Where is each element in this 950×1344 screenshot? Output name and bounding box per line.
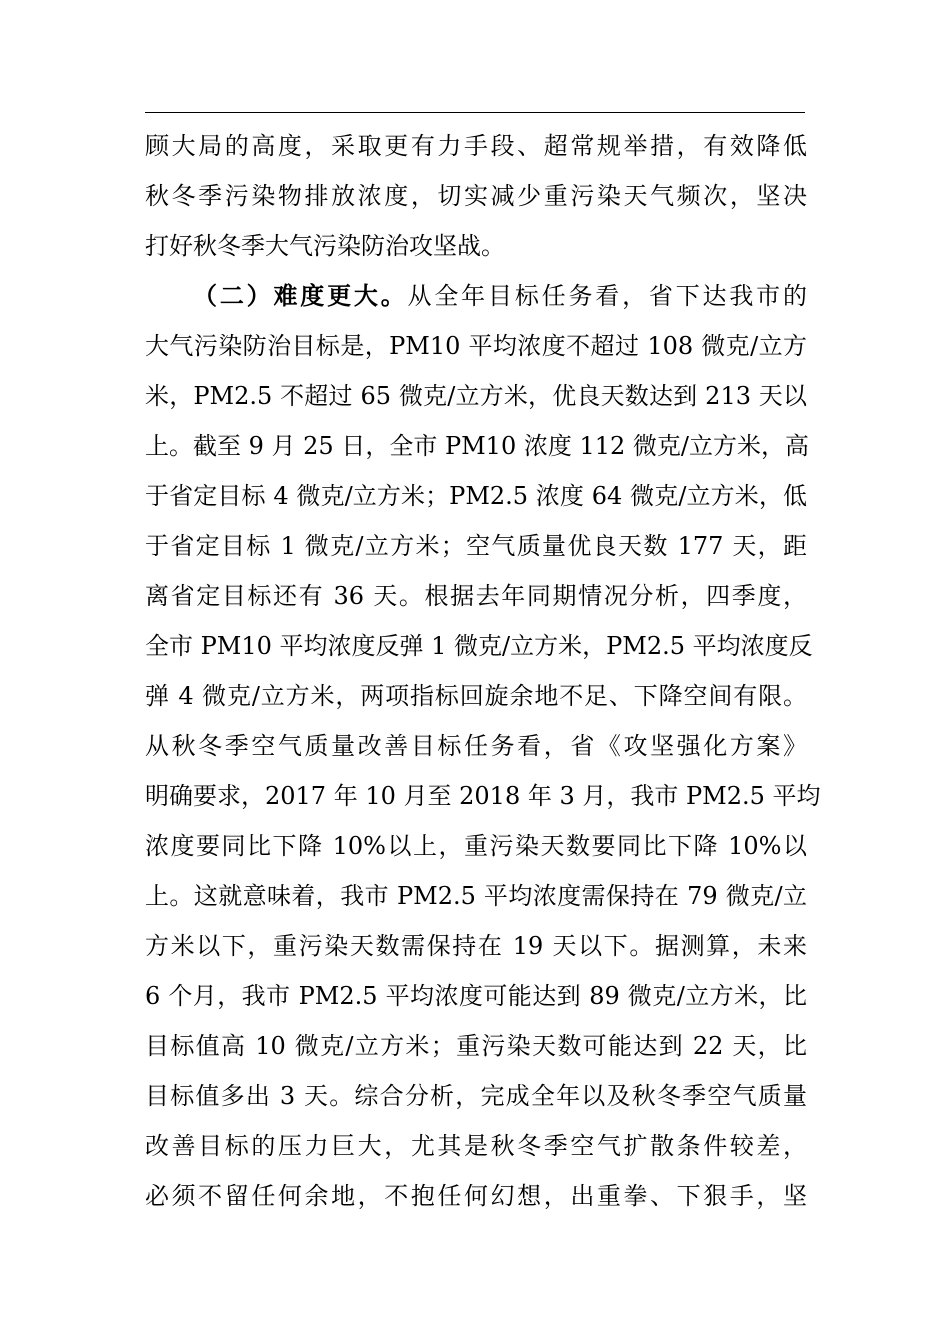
text-line: 弹 4 微克/立方米，两项指标回旋余地不足、下降空间有限。: [145, 682, 807, 710]
text-line: 改善目标的压力巨大，尤其是秋冬季空气扩散条件较差，: [145, 1132, 807, 1160]
text-line: 上。截至 9 月 25 日，全市 PM10 浓度 112 微克/立方米，高: [145, 432, 809, 460]
text-line: 目标值多出 3 天。综合分析，完成全年以及秋冬季空气质量: [145, 1082, 807, 1110]
text-line: 浓度要同比下降 10%以上，重污染天数要同比下降 10%以: [145, 832, 807, 860]
header-rule: [145, 112, 805, 113]
document-body: [145, 121, 821, 1221]
text-line: 必须不留任何余地，不抱任何幻想，出重拳、下狠手，坚: [145, 1182, 807, 1210]
text-line: 米，PM2.5 不超过 65 微克/立方米，优良天数达到 213 天以: [145, 382, 807, 410]
text-line: 于省定目标 1 微克/立方米；空气质量优良天数 177 天，距: [145, 532, 807, 560]
text-line: 顾大局的高度，采取更有力手段、超常规举措，有效降低: [145, 132, 807, 160]
text-line: 目标值高 10 微克/立方米；重污染天数可能达到 22 天，比: [145, 1032, 807, 1060]
text-line: 秋冬季污染物排放浓度，切实减少重污染天气频次，坚决: [145, 182, 807, 210]
text-line: 从秋冬季空气质量改善目标任务看，省《攻坚强化方案》: [145, 732, 807, 760]
text-line: 打好秋冬季大气污染防治攻坚战。: [145, 232, 505, 260]
section-heading-line: [145, 271, 807, 321]
text-line: 上。这就意味着，我市 PM2.5 平均浓度需保持在 79 微克/立: [145, 882, 807, 910]
text-line: 6 个月，我市 PM2.5 平均浓度可能达到 89 微克/立方米，比: [145, 982, 807, 1010]
text-line: 明确要求，2017 年 10 月至 2018 年 3 月，我市 PM2.5 平均: [145, 782, 821, 810]
text-line: 大气污染防治目标是，PM10 平均浓度不超过 108 微克/立方: [145, 332, 807, 360]
text-line: 全市 PM10 平均浓度反弹 1 微克/立方米，PM2.5 平均浓度反: [145, 632, 813, 660]
text-line: 于省定目标 4 微克/立方米；PM2.5 浓度 64 微克/立方米，低: [145, 482, 807, 510]
text-line: 离省定目标还有 36 天。根据去年同期情况分析，四季度，: [145, 582, 807, 610]
text-line: 方米以下，重污染天数需保持在 19 天以下。据测算，未来: [145, 932, 807, 960]
section-heading: （二）难度更大。: [193, 281, 408, 310]
text-run: 从全年目标任务看，省下达我市的: [407, 282, 808, 310]
